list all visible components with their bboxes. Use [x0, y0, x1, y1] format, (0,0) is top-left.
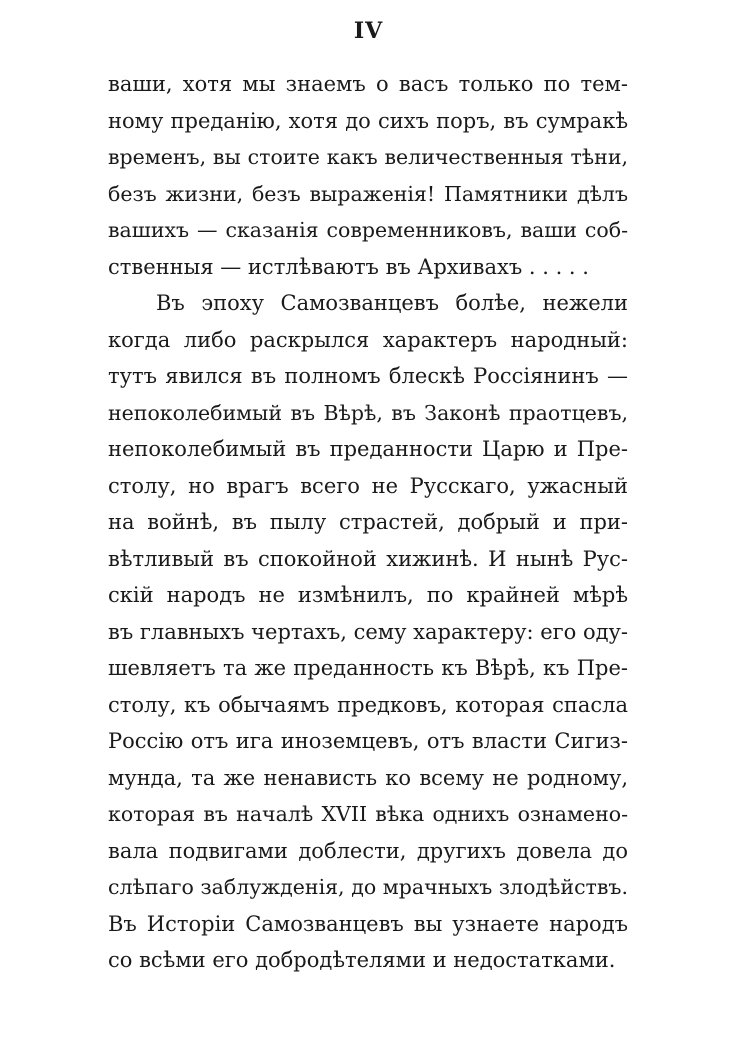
text-line: столу, къ обычаямъ предковъ, которая спасла [108, 692, 628, 717]
text-line: вала подвигами доблести, другихъ довела до [108, 838, 628, 863]
text-line: временъ, вы стоите какъ величественныя тѣни, [108, 145, 628, 169]
text-line: скій народъ не измѣнилъ, по крайней мѣрѣ [108, 583, 628, 607]
text-line: въ главныхъ чертахъ, сему характеру: его оду- [108, 619, 628, 644]
text-line: шевляетъ та же преданность къ Вѣрѣ, къ Пре- [108, 656, 628, 680]
text-line: непоколебимый въ Вѣрѣ, въ Законѣ праотцевъ, [108, 400, 628, 425]
text-line: слѣпаго заблужденія, до мрачныхъ злодѣйствъ. [108, 875, 628, 899]
text-line: непоколебимый въ преданности Царю и Пре- [108, 437, 628, 461]
text-line: столу, но врагъ всего не Русскаго, ужасный [108, 473, 628, 498]
page-number: IV [353, 18, 384, 44]
text-line: со всѣми его добродѣтелями и недостатками. [108, 948, 616, 972]
text-line: ственныя — истлѣваютъ въ Архивахъ . . . . . [108, 254, 589, 279]
text-line: тутъ явился въ полномъ блескѣ Россіянинъ — [108, 364, 628, 388]
text-line: вѣтливый въ спокойной хижинѣ. И нынѣ Рус- [108, 546, 628, 571]
text-line: мунда, та же ненависть ко всему не родному, [108, 765, 628, 790]
text-line: Въ эпоху Самозванцевъ болѣе, нежели [156, 291, 628, 315]
text-line: Россію отъ ига иноземцевъ, отъ власти Сигиз- [108, 729, 628, 753]
text-line: Въ Исторіи Самозванцевъ вы узнаете народъ [108, 911, 628, 936]
body-text [108, 66, 628, 979]
text-line: когда либо раскрылся характеръ народный: [108, 327, 628, 352]
text-line: ному преданію, хотя до сихъ поръ, въ сумракѣ [108, 108, 628, 133]
text-line: на войнѣ, въ пылу страстей, добрый и при- [108, 510, 628, 534]
text-line: которая въ началѣ XVII вѣка однихъ ознамено- [108, 802, 628, 826]
text-line: безъ жизни, безъ выраженія! Памятники дѣлъ [108, 181, 628, 206]
text-line: вашихъ — сказанія современниковъ, ваши соб- [108, 218, 628, 242]
text-line: ваши, хотя мы знаемъ о васъ только по тем- [108, 72, 628, 96]
